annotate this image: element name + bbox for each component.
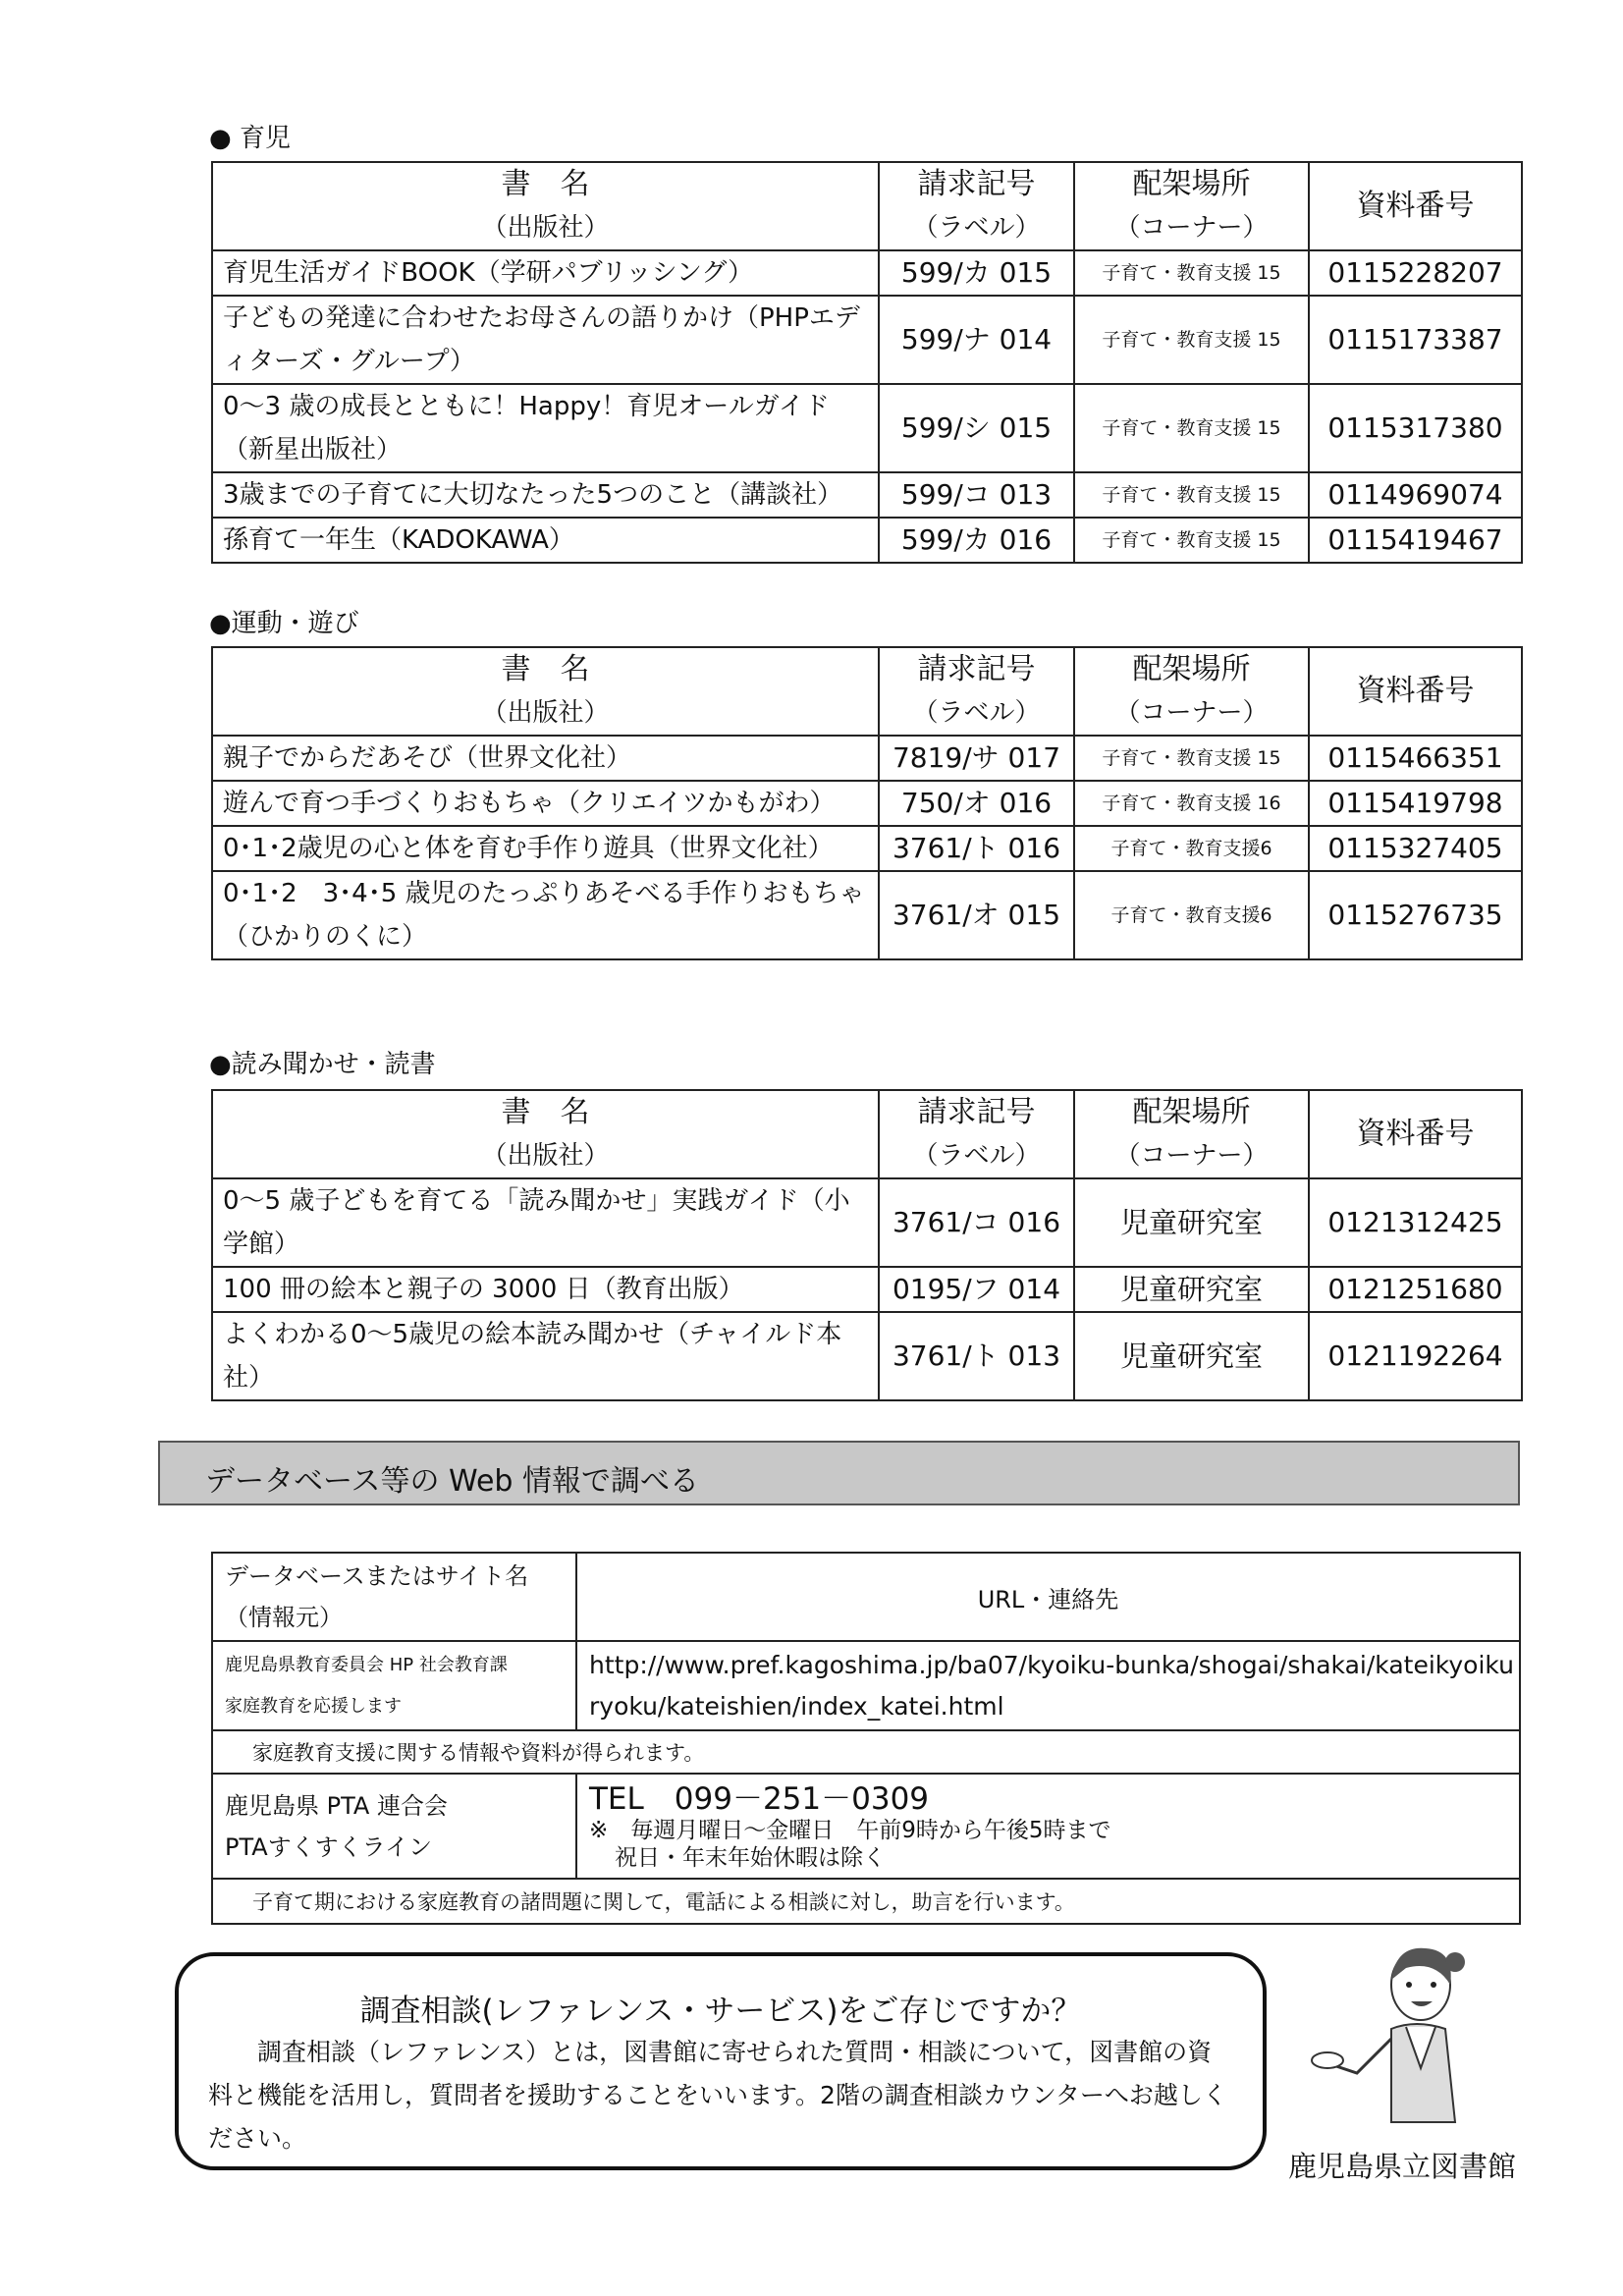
- header-id: 資料番号: [1309, 162, 1522, 250]
- header-title-label: 書 名: [501, 167, 590, 201]
- reference-service-callout: [175, 1952, 1267, 2170]
- table-row: [212, 1178, 1522, 1267]
- header-title-label: 書 名: [501, 652, 590, 686]
- item-number: 0115317380: [1309, 384, 1522, 472]
- source-name: 鹿児島県教育委員会 HP 社会教育課: [225, 1654, 508, 1675]
- header-title-sub: （出版社）: [481, 1141, 610, 1171]
- table-row: [212, 1312, 1522, 1400]
- header-call-label: 請求記号: [917, 167, 1036, 201]
- db-col2-header: URL・連絡先: [576, 1553, 1520, 1641]
- shelf-location: 子育て・教育支援 15: [1074, 518, 1309, 563]
- item-number: 0115173387: [1309, 296, 1522, 384]
- table-row: [212, 781, 1522, 826]
- call-number: 3761/コ 016: [879, 1178, 1074, 1267]
- source-note: 家庭教育支援に関する情報や資料が得られます。: [212, 1730, 1520, 1774]
- shelf-location: 子育て・教育支援 15: [1074, 250, 1309, 296]
- header-loc-label: 配架場所: [1132, 652, 1251, 686]
- table-row: [212, 871, 1522, 959]
- db-col1-header: データベースまたはサイト名（情報元）: [212, 1553, 576, 1641]
- table-header: [212, 1090, 1522, 1178]
- org-line-name: PTAすくすくライン: [225, 1832, 432, 1861]
- header-call-sub: （ラベル）: [912, 1141, 1041, 1171]
- shelf-location: 子育て・教育支援6: [1074, 871, 1309, 959]
- book-table: [211, 161, 1523, 564]
- book-title: 0～3 歳の成長とともに！Happy！育児オールガイド（新星出版社）: [212, 384, 879, 472]
- header-call-sub: （ラベル）: [912, 213, 1041, 243]
- shelf-location: 子育て・教育支援6: [1074, 826, 1309, 871]
- table-row: [212, 250, 1522, 296]
- item-number: 0115466351: [1309, 736, 1522, 781]
- header-loc-label: 配架場所: [1132, 1095, 1251, 1129]
- book-title: 親子でからだあそび（世界文化社）: [212, 736, 879, 781]
- source-url-link[interactable]: http://www.pref.kagoshima.jp/ba07/kyoiku-bunka/shogai/shakai/kateikyoikuryoku/kateishien/index_katei.html: [589, 1650, 1514, 1721]
- header-title-label: 書 名: [501, 1095, 590, 1129]
- band-title: データベース等の Web 情報で調べる: [205, 1464, 699, 1499]
- table-row: [212, 736, 1522, 781]
- phone-number: TEL 099－251－0309: [589, 1780, 930, 1817]
- item-number: 0115419467: [1309, 518, 1522, 563]
- library-name: 鹿児島県立図書館: [1288, 2150, 1517, 2183]
- table-row: [212, 826, 1522, 871]
- shelf-location: 児童研究室: [1074, 1178, 1309, 1267]
- phone-hours: ※ 毎週月曜日～金曜日 午前9時から午後5時まで: [589, 1817, 1111, 1843]
- book-table: [211, 1089, 1523, 1401]
- call-number: 599/ナ 014: [879, 296, 1074, 384]
- section-heading: ● 育児: [209, 124, 291, 153]
- item-number: 0121251680: [1309, 1267, 1522, 1312]
- header-title: [212, 1090, 879, 1178]
- shelf-location: 子育て・教育支援 15: [1074, 384, 1309, 472]
- call-number: 599/コ 013: [879, 472, 1074, 518]
- header-id: 資料番号: [1309, 647, 1522, 736]
- librarian-illustration-icon: [1298, 1941, 1494, 2137]
- shelf-location: 児童研究室: [1074, 1267, 1309, 1312]
- header-loc-sub: （コーナー）: [1114, 213, 1269, 243]
- header-call-sub: （ラベル）: [912, 698, 1041, 728]
- call-number: 599/カ 015: [879, 250, 1074, 296]
- table-header: [212, 647, 1522, 736]
- header-id: 資料番号: [1309, 1090, 1522, 1178]
- phone-holiday: 祝日・年末年始休暇は除く: [615, 1844, 886, 1871]
- table-row: [212, 518, 1522, 563]
- call-number: 599/カ 016: [879, 518, 1074, 563]
- book-title: 孫育て一年生（KADOKAWA）: [212, 518, 879, 563]
- call-number: 3761/ト 013: [879, 1312, 1074, 1400]
- book-title: 0～5 歳子どもを育てる「読み聞かせ」実践ガイド（小学館）: [212, 1178, 879, 1267]
- item-number: 0115276735: [1309, 871, 1522, 959]
- item-number: 0114969074: [1309, 472, 1522, 518]
- table-row: [212, 384, 1522, 472]
- shelf-location: 子育て・教育支援 15: [1074, 736, 1309, 781]
- call-number: 7819/サ 017: [879, 736, 1074, 781]
- header-call-label: 請求記号: [917, 652, 1036, 686]
- header-call: [879, 1090, 1074, 1178]
- section-heading: ●運動・遊び: [209, 609, 359, 638]
- header-call: [879, 162, 1074, 250]
- header-loc-sub: （コーナー）: [1114, 698, 1269, 728]
- book-title: 育児生活ガイドBOOK（学研パブリッシング）: [212, 250, 879, 296]
- header-title: [212, 647, 879, 736]
- book-title: 0･1･2歳児の心と体を育む手作り遊具（世界文化社）: [212, 826, 879, 871]
- org-note: 子育て期における家庭教育の諸問題に関して，電話による相談に対し，助言を行います。: [212, 1879, 1520, 1924]
- header-title-sub: （出版社）: [481, 698, 610, 728]
- item-number: 0121192264: [1309, 1312, 1522, 1400]
- call-number: 750/オ 016: [879, 781, 1074, 826]
- item-number: 0115228207: [1309, 250, 1522, 296]
- header-loc-sub: （コーナー）: [1114, 1141, 1269, 1171]
- callout-title: 調査相談(レファレンス・サービス)をご存じですか？: [359, 1994, 1082, 2029]
- call-number: 599/シ 015: [879, 384, 1074, 472]
- header-title: [212, 162, 879, 250]
- item-number: 0121312425: [1309, 1178, 1522, 1267]
- table-header: [212, 162, 1522, 250]
- book-title: 100 冊の絵本と親子の 3000 日（教育出版）: [212, 1267, 879, 1312]
- section-band: [158, 1441, 1520, 1505]
- table-row: [212, 296, 1522, 384]
- section-heading: ●読み聞かせ・読書: [209, 1050, 436, 1079]
- book-title: 3歳までの子育てに大切なたった5つのこと（講談社）: [212, 472, 879, 518]
- shelf-location: 児童研究室: [1074, 1312, 1309, 1400]
- book-title: 遊んで育つ手づくりおもちゃ（クリエイツかもがわ）: [212, 781, 879, 826]
- shelf-location: 子育て・教育支援 16: [1074, 781, 1309, 826]
- call-number: 0195/フ 014: [879, 1267, 1074, 1312]
- book-title: 子どもの発達に合わせたお母さんの語りかけ（PHPエディターズ・グループ）: [212, 296, 879, 384]
- shelf-location: 子育て・教育支援 15: [1074, 296, 1309, 384]
- table-row: [212, 1267, 1522, 1312]
- header-location: [1074, 647, 1309, 736]
- callout-body: 調査相談（レファレンス）とは，図書館に寄せられた質問・相談について，図書館の資料と機能を活用し，質問者を援助することをいいます。2階の調査相談カウンターへお越しください。: [208, 2038, 1227, 2153]
- item-number: 0115419798: [1309, 781, 1522, 826]
- header-loc-label: 配架場所: [1132, 167, 1251, 201]
- header-call: [879, 647, 1074, 736]
- header-location: [1074, 162, 1309, 250]
- book-table: [211, 646, 1523, 960]
- web-info-table: [211, 1552, 1521, 1925]
- book-title: よくわかる0～5歳児の絵本読み聞かせ（チャイルド本社）: [212, 1312, 879, 1400]
- header-call-label: 請求記号: [917, 1095, 1036, 1129]
- table-row: [212, 472, 1522, 518]
- shelf-location: 子育て・教育支援 15: [1074, 472, 1309, 518]
- org-name: 鹿児島県 PTA 連合会: [225, 1791, 448, 1820]
- header-location: [1074, 1090, 1309, 1178]
- header-title-sub: （出版社）: [481, 213, 610, 243]
- call-number: 3761/ト 016: [879, 826, 1074, 871]
- source-subname: 家庭教育を応援します: [225, 1695, 402, 1717]
- book-title: 0･1･2 3･4･5 歳児のたっぷりあそべる手作りおもちゃ（ひかりのくに）: [212, 871, 879, 959]
- item-number: 0115327405: [1309, 826, 1522, 871]
- call-number: 3761/オ 015: [879, 871, 1074, 959]
